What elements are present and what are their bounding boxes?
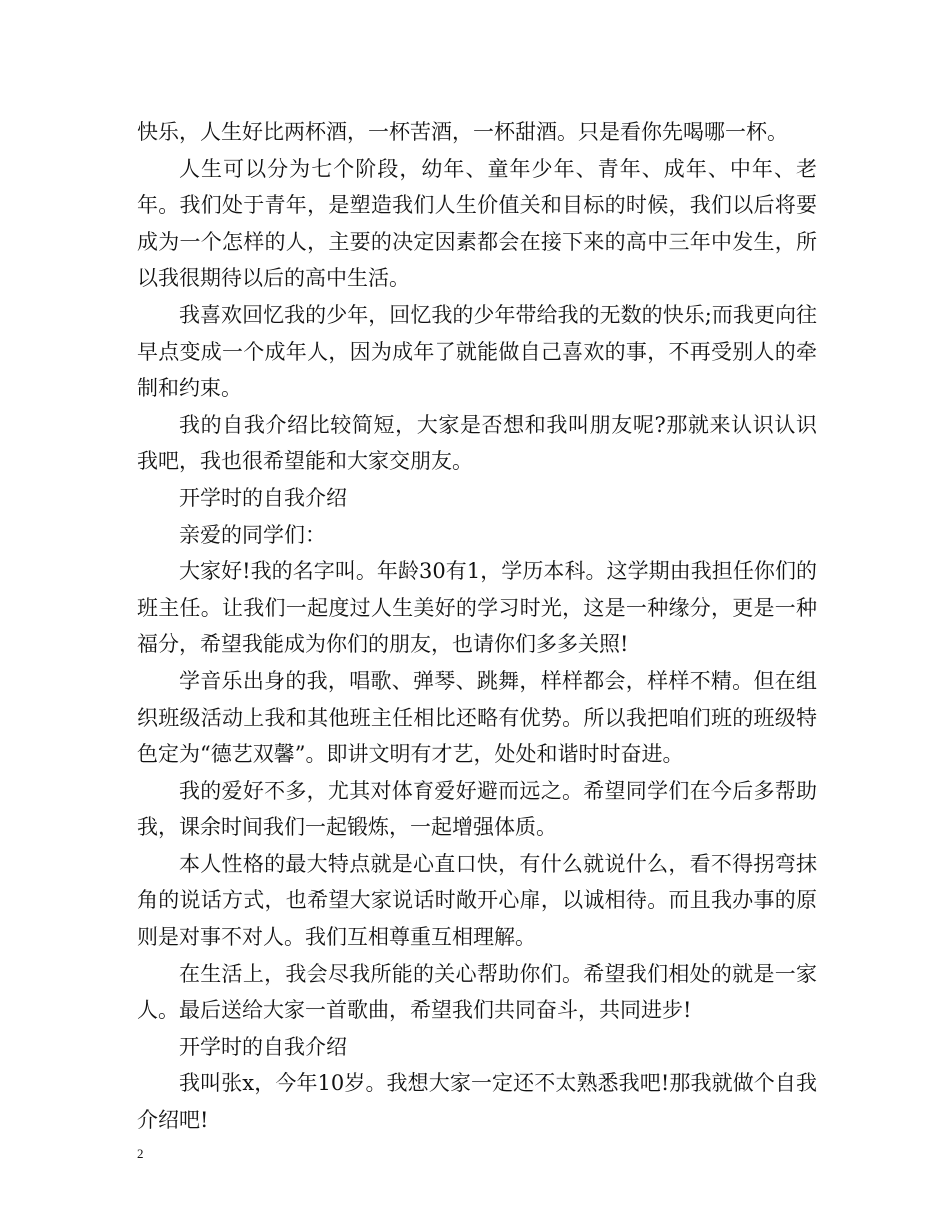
document-body — [137, 114, 817, 1139]
paragraph: 我喜欢回忆我的少年，回忆我的少年带给我的无数的快乐;而我更向往早点变成一个成年人，因为成年了就能做自己喜欢的事，不再受别人的牵制和约束。 — [137, 302, 817, 401]
paragraph: 本人性格的最大特点就是心直口快，有什么就说什么，看不得拐弯抹角的说话方式，也希望大家说话时敞开心扉，以诚相待。而且我办事的原则是对事不对人。我们互相尊重互相理解。 — [137, 851, 817, 950]
paragraph: 快乐，人生好比两杯酒，一杯苦酒，一杯甜酒。只是看你先喝哪一杯。 — [137, 120, 788, 144]
paragraph: 大家好!我的名字叫。年龄30有1，学历本科。这学期由我担任你们的班主任。让我们一起度过人生美好的学习时光，这是一种缘分，更是一种福分，希望我能成为你们的朋友，也请你们多多关照! — [137, 559, 817, 657]
section-heading: 开学时的自我介绍 — [179, 1034, 347, 1059]
paragraph: 在生活上，我会尽我所能的关心帮助你们。希望我们相处的就是一家人。最后送给大家一首歌曲，希望我们共同奋斗，共同进步! — [137, 961, 817, 1023]
page-number: 2 — [137, 1146, 144, 1161]
paragraph: 人生可以分为七个阶段，幼年、童年少年、青年、成年、中年、老年。我们处于青年，是塑造我们人生价值关和目标的时候，我们以后将要成为一个怎样的人，主要的决定因素都会在接下来的高中三年中发生，所以我很期待以后的高中生活。 — [137, 156, 817, 291]
paragraph: 我的爱好不多，尤其对体育爱好避而远之。希望同学们在今后多帮助我，课余时间我们一起锻炼，一起增强体质。 — [137, 778, 817, 840]
paragraph: 我叫张x，今年10岁。我想大家一定还不太熟悉我吧!那我就做个自我介绍吧! — [137, 1071, 817, 1133]
section-heading: 开学时的自我介绍 — [179, 485, 347, 510]
paragraph: 学音乐出身的我，唱歌、弹琴、跳舞，样样都会，样样不精。但在组织班级活动上我和其他班主任相比还略有优势。所以我把咱们班的班级特色定为“德艺双馨”。即讲文明有才艺，处处和谐时时奋进。 — [137, 668, 817, 767]
salutation: 亲爱的同学们： — [179, 522, 326, 547]
paragraph: 我的自我介绍比较简短，大家是否想和我叫朋友呢?那就来认识认识我吧，我也很希望能和大家交朋友。 — [137, 412, 817, 474]
